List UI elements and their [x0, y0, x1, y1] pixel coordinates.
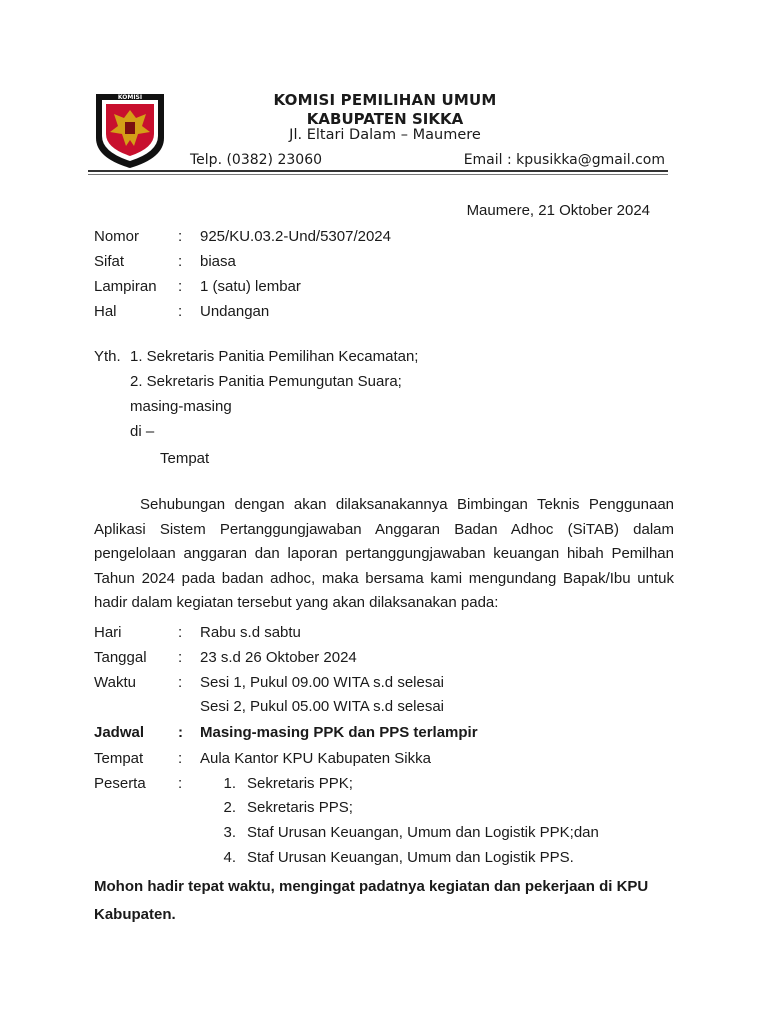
detail-colon: :	[178, 775, 183, 792]
peserta-item: Staf Urusan Keuangan, Umum dan Logistik PPS.	[247, 849, 574, 866]
meta-colon: :	[178, 278, 183, 295]
detail-label-hari: Hari	[94, 624, 122, 641]
detail-jadwal: Masing-masing PPK dan PPS terlampir	[200, 724, 478, 741]
org-name: KOMISI PEMILIHAN UMUM	[273, 91, 497, 109]
detail-colon: :	[178, 750, 183, 767]
letter-date: Maumere, 21 Oktober 2024	[466, 202, 650, 219]
meta-value-sifat: biasa	[200, 253, 236, 270]
detail-tanggal: 23 s.d 26 Oktober 2024	[200, 649, 357, 666]
recipient-masing: masing-masing	[130, 398, 232, 415]
recipient-yth: Yth.	[94, 348, 121, 365]
detail-label-tempat: Tempat	[94, 750, 144, 767]
meta-colon: :	[178, 253, 183, 270]
detail-waktu-1: Sesi 1, Pukul 09.00 WITA s.d selesai	[200, 674, 445, 691]
peserta-item: Sekretaris PPK;	[247, 775, 353, 792]
peserta-number: 3.	[223, 824, 236, 841]
detail-colon: :	[178, 624, 183, 641]
detail-colon: :	[178, 649, 183, 666]
recipient-1: 1. Sekretaris Panitia Pemilihan Kecamatan;	[130, 348, 419, 365]
detail-label-waktu: Waktu	[94, 674, 136, 691]
meta-label-lampiran: Lampiran	[94, 278, 157, 295]
detail-label-tanggal: Tanggal	[94, 649, 147, 666]
org-region: KABUPATEN SIKKA	[306, 110, 464, 128]
detail-hari: Rabu s.d sabtu	[200, 624, 301, 641]
peserta-item: Staf Urusan Keuangan, Umum dan Logistik PPK;dan	[247, 824, 599, 841]
detail-tempat: Aula Kantor KPU Kabupaten Sikka	[200, 750, 431, 767]
peserta-number: 2.	[223, 799, 236, 816]
org-email: Email : kpusikka@gmail.com	[463, 152, 665, 168]
org-address: Jl. Eltari Dalam – Maumere	[289, 127, 481, 143]
meta-value-lampiran: 1 (satu) lembar	[200, 278, 301, 295]
peserta-number: 1.	[223, 775, 236, 792]
detail-label-peserta: Peserta	[94, 775, 146, 792]
recipient-2: 2. Sekretaris Panitia Pemungutan Suara;	[130, 373, 402, 390]
kpu-logo	[90, 88, 170, 170]
meta-colon: :	[178, 303, 183, 320]
recipient-tempat: Tempat	[160, 450, 210, 467]
letterhead-rule-thin	[88, 174, 668, 175]
recipient-di: di –	[130, 423, 155, 440]
detail-waktu-2: Sesi 2, Pukul 05.00 WITA s.d selesai	[200, 698, 445, 715]
meta-colon: :	[178, 228, 183, 245]
detail-label-jadwal: Jadwal	[94, 724, 145, 741]
svg-text:KOMISI: KOMISI	[117, 94, 143, 101]
org-phone: Telp. (0382) 23060	[190, 152, 323, 168]
detail-colon: :	[178, 724, 183, 741]
meta-label-hal: Hal	[94, 303, 117, 320]
letterhead-rule	[88, 170, 668, 172]
meta-value-nomor: 925/KU.03.2-Und/5307/2024	[200, 228, 391, 245]
meta-label-nomor: Nomor	[94, 228, 140, 245]
meta-value-hal: Undangan	[200, 303, 270, 320]
detail-colon: :	[178, 674, 183, 691]
meta-label-sifat: Sifat	[94, 253, 125, 270]
body-text: Sehubungan dengan akan dilaksanakannya Bimbingan Teknis Penggunaan Aplikasi Sistem Pertanggungjawaban Anggaran Badan Adhoc (SiTAB) dalam pengelolaan anggaran dan laporan pertanggungjawaban keuangan hibah Pemilhan Tahun 2024 pada badan adhoc, maka bersama kami mengundang Bapak/Ibu untuk hadir dalam kegiatan tersebut yang akan dilaksanakan pada:	[94, 496, 674, 612]
peserta-number: 4.	[223, 849, 236, 866]
peserta-item: Sekretaris PPS;	[247, 799, 353, 816]
body-paragraph	[94, 493, 674, 616]
closing-note: Mohon hadir tepat waktu, mengingat padatnya kegiatan dan pekerjaan di KPU Kabupaten.	[94, 878, 649, 923]
